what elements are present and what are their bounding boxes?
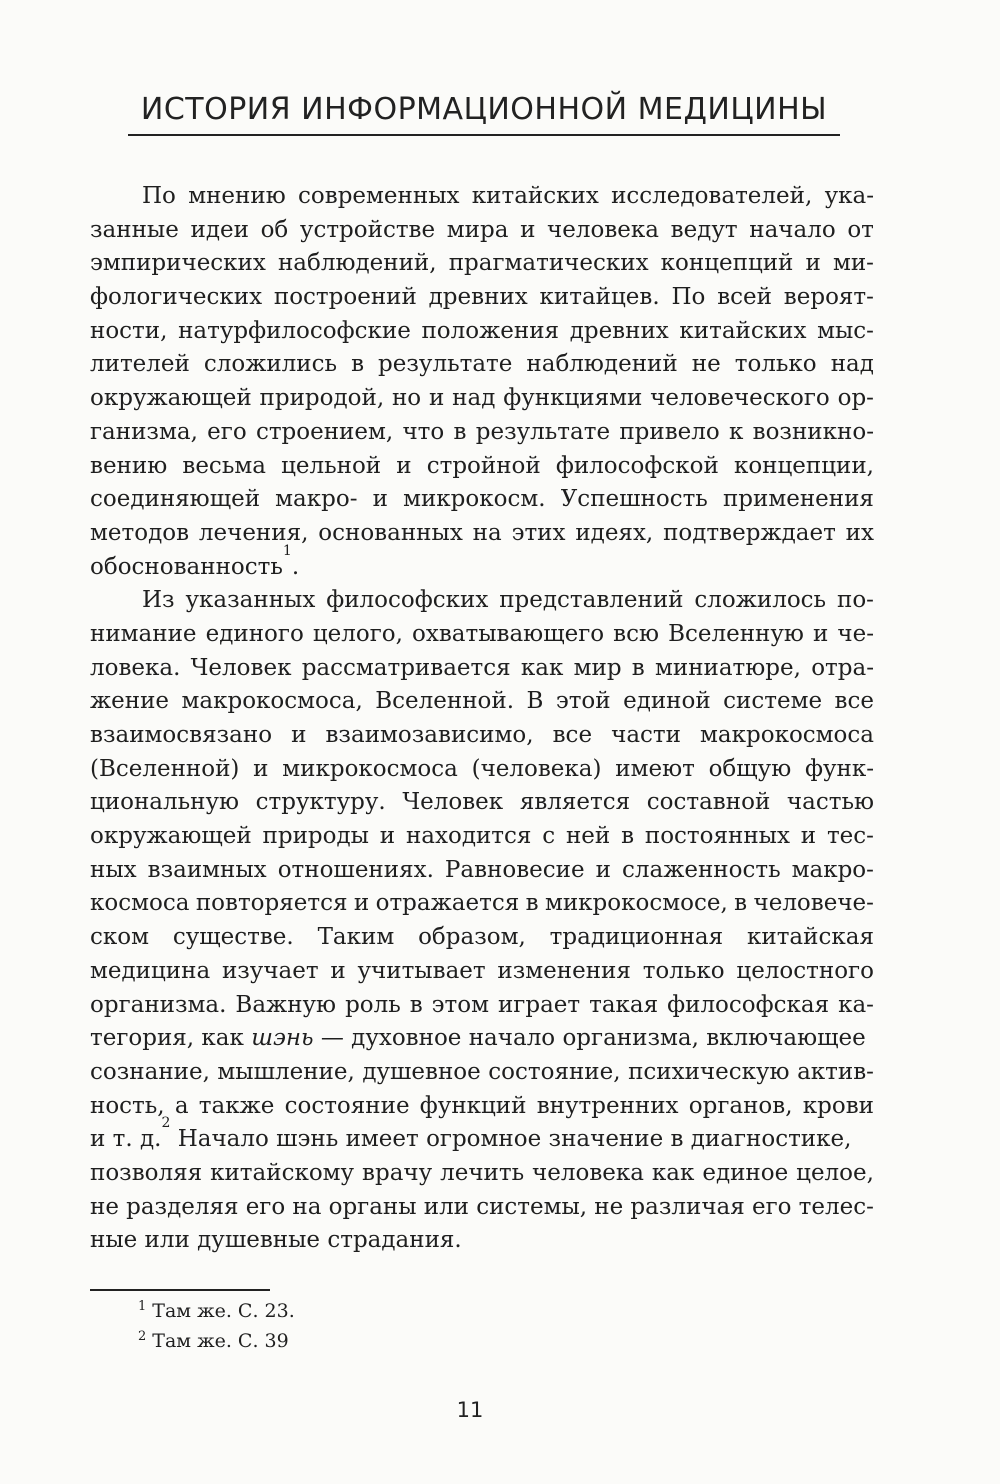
text-line: нимание единого целого, охватывающего всю Вселенную и че- bbox=[90, 620, 874, 647]
text-line: позволяя китайскому врачу лечить человека как единое целое, bbox=[90, 1159, 874, 1186]
footnote-mark: 2 bbox=[138, 1329, 147, 1344]
text-line: окружающей природы и находится с ней в постоянных и тес- bbox=[90, 823, 874, 850]
text-line: занные идеи об устройстве мира и человека ведут начало от bbox=[90, 216, 874, 243]
footnote-text: Там же. С. 23. bbox=[152, 1300, 295, 1322]
text-line: лителей сложились в результате наблюдений не только над bbox=[90, 351, 874, 378]
text-line: ганизма, его строением, что в результате привело к возникно- bbox=[90, 418, 874, 445]
footnotes bbox=[138, 1296, 295, 1356]
text-line: ском существе. Таким образом, традиционная китайская bbox=[90, 924, 874, 951]
text-line: медицина изучает и учитывает изменения только целостного bbox=[90, 957, 874, 984]
text-line: взаимосвязано и взаимозависимо, все части макрокосмоса bbox=[90, 722, 874, 748]
italic-term: шэнь bbox=[251, 1025, 314, 1052]
footnote-reference[interactable]: 2 bbox=[161, 1115, 171, 1132]
text-line: соединяющей макро- и микрокосм. Успешность применения bbox=[90, 486, 874, 513]
header-rule bbox=[128, 134, 840, 136]
text-fragment: — духовное начало организма, включающее bbox=[313, 1025, 866, 1052]
text-fragment: Начало шэнь имеет огромное значение в диагностике, bbox=[170, 1126, 852, 1153]
text-line: циональную структуру. Человек является составной частью bbox=[90, 789, 874, 816]
text-fragment: тегория, как bbox=[90, 1025, 252, 1052]
text-fragment: обоснованность bbox=[90, 553, 283, 580]
text-fragment: . bbox=[291, 553, 300, 580]
running-head: ИСТОРИЯ ИНФОРМАЦИОННОЙ МЕДИЦИНЫ bbox=[140, 92, 828, 127]
text-line: ные или душевные страдания. bbox=[90, 1227, 462, 1254]
text-line: жение макрокосмоса, Вселенной. В этой единой системе все bbox=[90, 688, 874, 715]
text-line: вению весьма цельной и стройной философской концепции, bbox=[90, 452, 874, 479]
text-line: По мнению современных китайских исследователей, ука- bbox=[142, 183, 874, 209]
page-number: 11 bbox=[456, 1398, 484, 1422]
footnote-item bbox=[138, 1326, 295, 1356]
text-line: сознание, мышление, душевное состояние, психическую актив- bbox=[90, 1058, 874, 1085]
footnote-rule bbox=[90, 1289, 270, 1291]
text-line bbox=[90, 1115, 874, 1157]
footnote-reference[interactable]: 1 bbox=[282, 542, 292, 559]
text-line bbox=[90, 1022, 874, 1056]
body-text bbox=[90, 180, 874, 1258]
text-line: методов лечения, основанных на этих идеях, подтверждает их bbox=[90, 519, 874, 546]
text-line bbox=[90, 542, 874, 585]
text-line: ловека. Человек рассматривается как мир в миниатюре, отра- bbox=[90, 654, 874, 681]
text-line: ность, а также состояние функций внутренних органов, крови bbox=[90, 1092, 874, 1119]
footnote-mark: 1 bbox=[138, 1299, 147, 1314]
text-fragment: и т. д. bbox=[90, 1126, 162, 1153]
footnote-item bbox=[138, 1296, 295, 1326]
footnote-text: Там же. С. 39 bbox=[152, 1330, 289, 1352]
text-line: эмпирических наблюдений, прагматических концепций и ми- bbox=[90, 250, 874, 277]
text-line: окружающей природой, но и над функциями человеческого ор- bbox=[90, 385, 874, 412]
text-line: (Вселенной) и микрокосмоса (человека) имеют общую функ- bbox=[90, 755, 874, 782]
text-line: космоса повторяется и отражается в микрокосмосе, в человече- bbox=[90, 890, 874, 917]
text-line: ных взаимных отношениях. Равновесие и слаженность макро- bbox=[90, 856, 874, 883]
text-line: ности, натурфилософские положения древних китайских мыс- bbox=[90, 317, 874, 344]
text-line: Из указанных философских представлений сложилось по- bbox=[142, 587, 874, 614]
text-line: не разделяя его на органы или системы, не различая его телес- bbox=[90, 1193, 874, 1220]
text-line: фологических построений древних китайцев. По всей вероят- bbox=[90, 284, 874, 311]
text-line: организма. Важную роль в этом играет такая философская ка- bbox=[90, 991, 874, 1018]
